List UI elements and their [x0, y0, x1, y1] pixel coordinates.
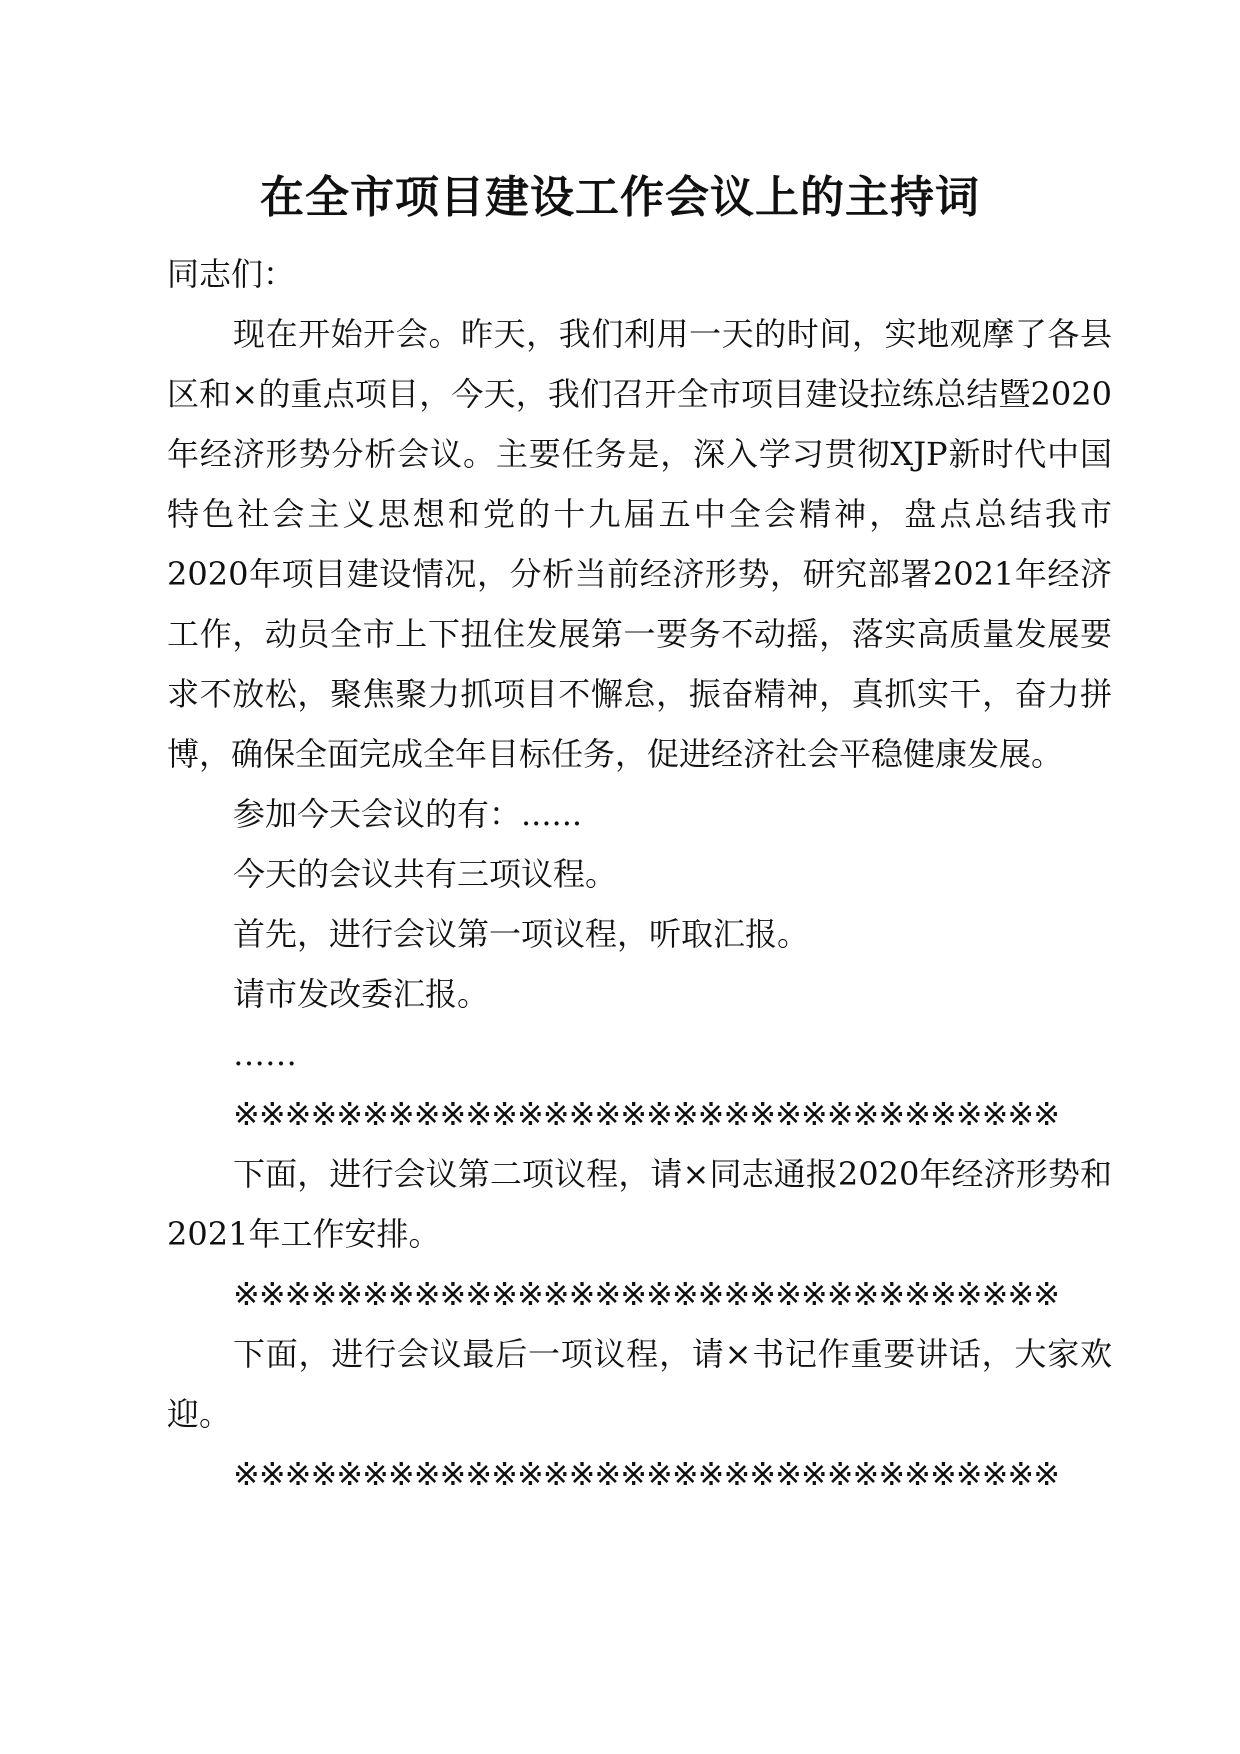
opening-paragraph: 现在开始开会。昨天，我们利用一天的时间，实地观摩了各县区和×的重点项目，今天，我们召开全市项目建设拉练总结暨2020年经济形势分析会议。主要任务是，深入学习贯彻XJP新时代中国特色社会主义思想和党的十九届五中全会精神，盘点总结我市2020年项目建设情况，分析当前经济形势，研究部署2021年经济工作，动员全市上下扭住发展第一要务不动摇，落实高质量发展要求不放松，聚焦聚力抓项目不懈怠，振奋精神，真抓实干，奋力拼博，确保全面完成全年目标任务，促进经济社会平稳健康发展。	[167, 315, 1112, 773]
attendees-paragraph: 参加今天会议的有：......	[233, 795, 583, 833]
agenda-item-2-paragraph: 下面，进行会议第二项议程，请×同志通报2020年经济形势和2021年工作安排。	[167, 1155, 1112, 1253]
document-title: 在全市项目建设工作会议上的主持词	[260, 172, 980, 223]
agenda-count-paragraph: 今天的会议共有三项议程。	[233, 855, 618, 893]
separator-line: ※※※※※※※※※※※※※※※※※※※※※※※※※※※※※※※※	[233, 1455, 1059, 1493]
salutation: 同志们：	[167, 255, 296, 293]
ellipsis-paragraph: ……	[233, 1035, 297, 1073]
separator-line: ※※※※※※※※※※※※※※※※※※※※※※※※※※※※※※※※	[233, 1095, 1059, 1133]
report-request-paragraph: 请市发改委汇报。	[233, 975, 490, 1013]
document-body	[167, 244, 1112, 1504]
agenda-item-1-paragraph: 首先，进行会议第一项议程，听取汇报。	[233, 915, 810, 953]
separator-line: ※※※※※※※※※※※※※※※※※※※※※※※※※※※※※※※※	[233, 1275, 1059, 1313]
agenda-item-3-paragraph: 下面，进行会议最后一项议程，请×书记作重要讲话，大家欢迎。	[167, 1335, 1112, 1433]
